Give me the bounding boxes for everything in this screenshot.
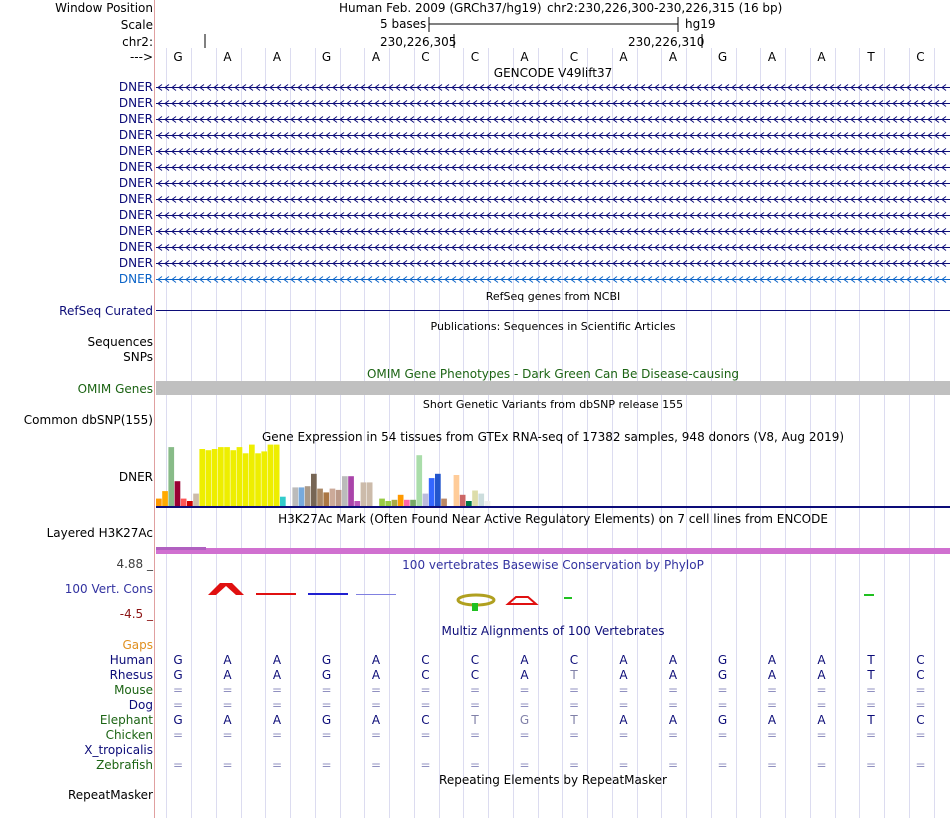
gtex-tissue-bar bbox=[367, 482, 373, 506]
aligned-base: = bbox=[915, 728, 926, 742]
aligned-base: T bbox=[867, 713, 875, 727]
aligned-base: = bbox=[469, 728, 481, 742]
gtex-tissue-bar bbox=[348, 476, 354, 506]
aligned-base: G bbox=[717, 653, 728, 667]
aligned-base: = bbox=[469, 758, 481, 772]
aligned-base: = bbox=[568, 683, 580, 697]
sequence-base: C bbox=[916, 50, 925, 64]
aligned-base: = bbox=[172, 683, 184, 697]
coord-right: 230,226,310 bbox=[628, 35, 705, 49]
aligned-base: = bbox=[271, 698, 283, 712]
phylop-a-glyph bbox=[208, 583, 244, 595]
aligned-base: = bbox=[271, 683, 283, 697]
sequence-base: T bbox=[867, 50, 875, 64]
gtex-tissue-bar bbox=[416, 455, 422, 506]
gtex-tissue-bar bbox=[224, 447, 230, 506]
gtex-tissue-bar bbox=[168, 447, 174, 506]
omim-bar[interactable] bbox=[156, 381, 950, 395]
gtex-tissue-bar bbox=[230, 450, 236, 506]
aligned-base: = bbox=[321, 698, 332, 712]
gtex-tissue-bar bbox=[379, 499, 385, 506]
gencode-transcript-label[interactable]: DNER bbox=[118, 160, 153, 174]
aligned-base: C bbox=[421, 668, 430, 682]
aligned-base: = bbox=[469, 698, 481, 712]
aligned-base: = bbox=[717, 728, 728, 742]
aligned-base: = bbox=[816, 683, 827, 697]
sequence-base: C bbox=[470, 50, 480, 64]
aligned-base: = bbox=[618, 683, 629, 697]
aligned-base: T bbox=[867, 668, 875, 682]
aligned-base: = bbox=[915, 698, 926, 712]
aligned-base: = bbox=[222, 728, 233, 742]
gtex-tissue-bar bbox=[429, 478, 435, 506]
species-label[interactable]: Chicken bbox=[105, 728, 153, 742]
gtex-tissue-bar bbox=[218, 447, 224, 506]
gtex-tissue-bar bbox=[206, 450, 212, 506]
aligned-base: G bbox=[173, 713, 183, 727]
species-label[interactable]: Mouse bbox=[114, 683, 153, 697]
aligned-base: = bbox=[271, 728, 283, 742]
chrom-label: chr2: bbox=[122, 35, 153, 49]
gencode-title: GENCODE V49lift37 bbox=[493, 66, 613, 80]
aligned-base: A bbox=[223, 713, 232, 727]
sequence-base: A bbox=[767, 50, 777, 64]
aligned-base: = bbox=[816, 758, 827, 772]
phylop-mark bbox=[472, 603, 478, 611]
sequence-base: A bbox=[272, 50, 282, 64]
gtex-tissue-bar bbox=[175, 481, 181, 506]
aligned-base: = bbox=[915, 683, 926, 697]
gtex-baseline bbox=[156, 506, 950, 508]
species-label[interactable]: Zebrafish bbox=[96, 758, 153, 772]
omim-title: OMIM Gene Phenotypes - Dark Green Can Be Disease-causing bbox=[366, 367, 740, 381]
phylop-mark bbox=[308, 593, 348, 595]
gtex-tissue-bar bbox=[268, 445, 274, 506]
aligned-base: = bbox=[766, 728, 778, 742]
aligned-base: G bbox=[519, 713, 530, 727]
aligned-base: = bbox=[618, 758, 629, 772]
gencode-transcript-label[interactable]: DNER bbox=[118, 128, 153, 142]
phylop-min: -4.5 _ bbox=[119, 607, 153, 621]
refseq-line[interactable] bbox=[156, 310, 950, 311]
aligned-base: A bbox=[619, 713, 628, 727]
gencode-transcript-label[interactable]: DNER bbox=[118, 256, 153, 270]
aligned-base: = bbox=[865, 728, 877, 742]
position-text[interactable]: chr2:230,226,300-230,226,315 (16 bp) bbox=[547, 1, 783, 15]
aligned-base: C bbox=[916, 653, 925, 667]
phylop-logo[interactable] bbox=[156, 578, 950, 614]
aligned-base: = bbox=[568, 728, 580, 742]
gtex-tissue-bar bbox=[317, 489, 323, 506]
aligned-base: = bbox=[519, 683, 530, 697]
gtex-tissue-bar bbox=[199, 449, 205, 506]
aligned-base: = bbox=[766, 683, 778, 697]
gtex-tissue-bar bbox=[249, 445, 255, 506]
aligned-base: G bbox=[321, 653, 332, 667]
aligned-base: A bbox=[817, 668, 826, 682]
gencode-transcript-label[interactable]: DNER bbox=[118, 208, 153, 222]
aligned-base: A bbox=[817, 653, 826, 667]
aligned-base: = bbox=[271, 758, 283, 772]
gtex-tissue-bar bbox=[435, 474, 441, 506]
species-label[interactable]: X_tropicalis bbox=[84, 743, 153, 757]
aligned-base: C bbox=[470, 668, 480, 682]
sequence-base: G bbox=[321, 50, 332, 64]
aligned-base: = bbox=[222, 758, 233, 772]
sequence-base: A bbox=[619, 50, 628, 64]
aligned-base: = bbox=[865, 698, 877, 712]
aligned-base: G bbox=[173, 668, 183, 682]
gtex-tissue-bar bbox=[162, 491, 168, 506]
dbsnp-title: Short Genetic Variants from dbSNP release 155 bbox=[422, 398, 684, 411]
aligned-base: = bbox=[519, 728, 530, 742]
aligned-base: = bbox=[420, 683, 431, 697]
scale-label: Scale bbox=[120, 18, 153, 32]
coord-ticks bbox=[203, 33, 703, 49]
phylop-a2-glyph bbox=[508, 597, 536, 604]
aligned-base: = bbox=[469, 683, 481, 697]
aligned-base: = bbox=[766, 758, 778, 772]
aligned-base: A bbox=[272, 653, 282, 667]
publications-title: Publications: Sequences in Scientific Articles bbox=[430, 320, 676, 333]
omim-label[interactable]: OMIM Genes bbox=[77, 382, 153, 396]
gtex-tissue-bar bbox=[472, 491, 478, 507]
refseq-title: RefSeq genes from NCBI bbox=[485, 290, 621, 303]
sequence-base: A bbox=[668, 50, 678, 64]
gtex-tissue-bar bbox=[354, 501, 360, 506]
refseq-label[interactable]: RefSeq Curated bbox=[59, 304, 153, 318]
gtex-tissue-bar bbox=[243, 453, 249, 506]
aligned-base: = bbox=[370, 698, 382, 712]
species-label[interactable]: Rhesus bbox=[109, 668, 153, 682]
assembly-text: Human Feb. 2009 (GRCh37/hg19) bbox=[339, 1, 542, 15]
sequence-base: A bbox=[817, 50, 826, 64]
gtex-tissue-bar bbox=[392, 500, 398, 506]
gencode-transcript-label[interactable]: DNER bbox=[118, 96, 153, 110]
aligned-base: A bbox=[223, 653, 232, 667]
gaps-label[interactable]: Gaps bbox=[122, 638, 153, 652]
gtex-label[interactable]: DNER bbox=[118, 470, 153, 484]
sequence-base: A bbox=[371, 50, 381, 64]
gtex-tissue-bar bbox=[330, 489, 336, 506]
aligned-base: = bbox=[172, 728, 184, 742]
sequence-base: G bbox=[717, 50, 728, 64]
gtex-tissue-bar bbox=[299, 487, 305, 506]
gtex-tissue-bar bbox=[292, 487, 298, 506]
aligned-base: = bbox=[222, 683, 233, 697]
scale-db: hg19 bbox=[685, 17, 716, 31]
gtex-tissue-bar bbox=[280, 497, 286, 506]
h3k27ac-label[interactable]: Layered H3K27Ac bbox=[46, 526, 153, 540]
species-label[interactable]: Human bbox=[109, 653, 153, 667]
species-label[interactable]: Dog bbox=[128, 698, 153, 712]
aligned-base: A bbox=[668, 713, 678, 727]
aligned-base: A bbox=[619, 653, 628, 667]
aligned-base: = bbox=[816, 698, 827, 712]
gtex-tissue-bar bbox=[466, 501, 472, 506]
aligned-base: A bbox=[619, 668, 628, 682]
gtex-tissue-bar bbox=[261, 451, 267, 506]
aligned-base: G bbox=[717, 713, 728, 727]
gtex-tissue-bar bbox=[404, 500, 410, 506]
aligned-base: = bbox=[420, 728, 431, 742]
aligned-base: A bbox=[767, 713, 777, 727]
aligned-base: = bbox=[321, 683, 332, 697]
repeatmasker-label[interactable]: RepeatMasker bbox=[67, 788, 153, 802]
aligned-base: T bbox=[570, 668, 578, 682]
aligned-base: A bbox=[272, 668, 282, 682]
aligned-base: = bbox=[816, 728, 827, 742]
gencode-transcript-label[interactable]: DNER bbox=[118, 80, 153, 94]
gtex-tissue-bar bbox=[454, 475, 460, 506]
sequence-base: A bbox=[223, 50, 232, 64]
gencode-transcript-label[interactable]: DNER bbox=[118, 224, 153, 238]
h3k27ac-bar[interactable] bbox=[156, 548, 950, 554]
aligned-base: G bbox=[321, 668, 332, 682]
aligned-base: = bbox=[667, 758, 679, 772]
aligned-base: = bbox=[915, 758, 926, 772]
aligned-base: = bbox=[717, 758, 728, 772]
gencode-transcripts[interactable] bbox=[156, 80, 950, 288]
gencode-transcript-label[interactable]: DNER bbox=[118, 176, 153, 190]
aligned-base: = bbox=[618, 698, 629, 712]
gtex-tissue-bar bbox=[305, 486, 311, 506]
aligned-base: = bbox=[370, 728, 382, 742]
gtex-tissue-bar bbox=[485, 501, 491, 506]
aligned-base: = bbox=[370, 758, 382, 772]
gencode-transcript-label[interactable]: DNER bbox=[118, 144, 153, 158]
gtex-title: Gene Expression in 54 tissues from GTEx RNA-seq of 17382 samples, 948 donors (V8, Aug 2019) bbox=[261, 430, 845, 444]
gtex-bar-chart[interactable] bbox=[156, 444, 950, 510]
aligned-base: = bbox=[568, 698, 580, 712]
gtex-tissue-bar bbox=[441, 499, 447, 506]
sidebar-divider bbox=[154, 0, 155, 818]
aligned-base: A bbox=[371, 653, 381, 667]
phylop-label[interactable]: 100 Vert. Cons bbox=[64, 582, 153, 596]
aligned-base: C bbox=[421, 653, 430, 667]
aligned-base: = bbox=[618, 728, 629, 742]
aligned-base: A bbox=[668, 668, 678, 682]
aligned-base: G bbox=[321, 713, 332, 727]
aligned-base: = bbox=[519, 758, 530, 772]
aligned-base: A bbox=[668, 653, 678, 667]
aligned-base: C bbox=[569, 653, 579, 667]
aligned-base: A bbox=[223, 668, 232, 682]
gencode-transcript-label[interactable]: DNER bbox=[118, 240, 153, 254]
aligned-base: = bbox=[717, 698, 728, 712]
aligned-base: = bbox=[865, 683, 877, 697]
aligned-base: = bbox=[519, 698, 530, 712]
gtex-tissue-bar bbox=[237, 447, 243, 506]
aligned-base: = bbox=[172, 758, 184, 772]
aligned-base: = bbox=[321, 728, 332, 742]
aligned-base: = bbox=[865, 758, 877, 772]
gtex-tissue-bar bbox=[398, 495, 404, 506]
gtex-tissue-bar bbox=[255, 453, 261, 506]
phylop-mark bbox=[256, 593, 296, 595]
aligned-base: = bbox=[321, 758, 332, 772]
species-label[interactable]: Elephant bbox=[99, 713, 153, 727]
sequence-base: C bbox=[421, 50, 430, 64]
aligned-base: = bbox=[717, 683, 728, 697]
aligned-base: = bbox=[420, 758, 431, 772]
coord-left: 230,226,305 bbox=[380, 35, 457, 49]
aligned-base: = bbox=[667, 728, 679, 742]
h3k27ac-title: H3K27Ac Mark (Often Found Near Active Regulatory Elements) on 7 cell lines from ENCODE bbox=[278, 512, 828, 526]
aligned-base: = bbox=[667, 698, 679, 712]
phylop-mark bbox=[564, 597, 572, 599]
aligned-base: C bbox=[421, 713, 430, 727]
aligned-base: A bbox=[272, 713, 282, 727]
aligned-base: T bbox=[867, 653, 875, 667]
phylop-mark bbox=[864, 594, 874, 596]
gtex-tissue-bar bbox=[193, 494, 199, 506]
aligned-base: C bbox=[916, 668, 925, 682]
gtex-tissue-bar bbox=[336, 490, 342, 506]
gtex-tissue-bar bbox=[385, 501, 391, 506]
phylop-mark bbox=[356, 594, 396, 595]
aligned-base: A bbox=[767, 668, 777, 682]
gtex-tissue-bar bbox=[410, 500, 416, 506]
gtex-tissue-bar bbox=[323, 492, 329, 506]
aligned-base: A bbox=[767, 653, 777, 667]
aligned-base: A bbox=[371, 713, 381, 727]
aligned-base: = bbox=[172, 698, 184, 712]
phylop-max: 4.88 _ bbox=[116, 557, 153, 571]
dbsnp-label[interactable]: Common dbSNP(155) bbox=[23, 413, 153, 427]
gtex-tissue-bar bbox=[156, 499, 162, 506]
gtex-tissue-bar bbox=[187, 501, 193, 506]
aligned-base: G bbox=[717, 668, 728, 682]
publications-label[interactable]: Sequences bbox=[87, 335, 153, 349]
gtex-tissue-bar bbox=[361, 482, 367, 506]
aligned-base: = bbox=[766, 698, 778, 712]
scale-bar bbox=[428, 16, 680, 34]
aligned-base: A bbox=[817, 713, 826, 727]
gencode-transcript-label[interactable]: DNER bbox=[118, 192, 153, 206]
aligned-base: T bbox=[471, 713, 479, 727]
sequence-base: A bbox=[520, 50, 529, 64]
multiz-title: Multiz Alignments of 100 Vertebrates bbox=[441, 624, 665, 638]
gencode-transcript-label[interactable]: DNER bbox=[118, 112, 153, 126]
aligned-base: = bbox=[370, 683, 382, 697]
aligned-base: A bbox=[520, 668, 529, 682]
aligned-base: = bbox=[222, 698, 233, 712]
aligned-base: = bbox=[420, 698, 431, 712]
sequence-base: G bbox=[173, 50, 183, 64]
aligned-base: = bbox=[568, 758, 580, 772]
gtex-tissue-bar bbox=[274, 445, 280, 506]
aligned-base: C bbox=[470, 653, 480, 667]
gtex-tissue-bar bbox=[181, 499, 187, 506]
strand-label: ---> bbox=[129, 50, 153, 64]
scale-text: 5 bases bbox=[380, 17, 427, 31]
sequence-base: C bbox=[569, 50, 579, 64]
gtex-tissue-bar bbox=[212, 449, 218, 506]
gtex-tissue-bar bbox=[311, 474, 317, 506]
aligned-base: A bbox=[371, 668, 381, 682]
aligned-base: G bbox=[173, 653, 183, 667]
phylop-title: 100 vertebrates Basewise Conservation by PhyloP bbox=[402, 558, 704, 572]
gtex-tissue-bar bbox=[460, 495, 466, 506]
snps-label[interactable]: SNPs bbox=[123, 350, 153, 364]
h3k27ac-peak bbox=[156, 547, 206, 550]
gtex-tissue-bar bbox=[423, 494, 429, 506]
aligned-base: = bbox=[667, 683, 679, 697]
repeatmasker-title: Repeating Elements by RepeatMasker bbox=[439, 773, 667, 787]
gtex-tissue-bar bbox=[478, 494, 484, 506]
gencode-transcript-label[interactable]: DNER bbox=[118, 272, 153, 286]
window-position-label: Window Position bbox=[55, 1, 153, 15]
aligned-base: A bbox=[520, 653, 529, 667]
gtex-tissue-bar bbox=[342, 476, 348, 506]
aligned-base: C bbox=[916, 713, 925, 727]
aligned-base: T bbox=[570, 713, 578, 727]
